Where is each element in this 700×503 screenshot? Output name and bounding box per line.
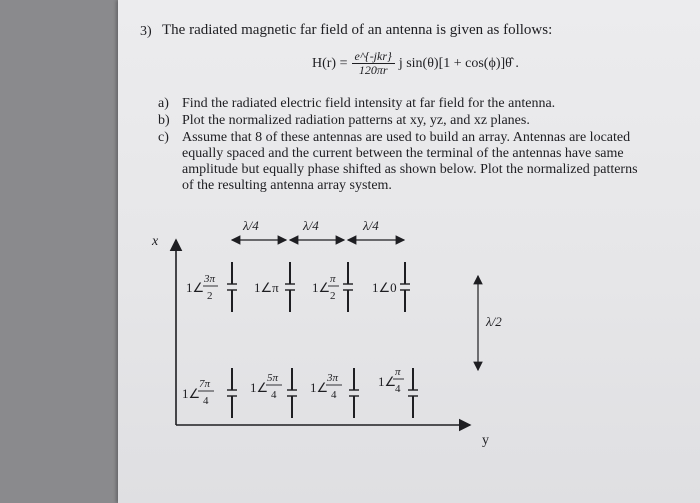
antenna-element [285,262,295,312]
part-c-label: c) [158,130,169,145]
svg-text:4: 4 [331,389,337,401]
part-c-line: of the resulting antenna array system. [182,178,392,193]
formula-rhs: j sin(θ)[1 + cos(ϕ)]θ̂ . [398,55,519,71]
antenna-element [408,368,418,418]
part-c-line: Assume that 8 of these antennas are used to build an array. Antennas are located [182,130,631,145]
antenna-element [400,262,410,312]
part-b-label: b) [158,113,170,128]
current-label [310,372,342,401]
antenna-element [343,262,353,312]
current-label [182,378,214,407]
current-label [186,273,218,302]
svg-text:7π: 7π [199,378,211,390]
svg-text:1∠π: 1∠π [254,280,279,295]
current-label [254,280,279,295]
current-label [378,366,404,395]
spacing-label: λ/4 [243,218,259,233]
y-axis-label: y [482,433,489,448]
antenna-element [287,368,297,418]
row-spacing-label: λ/2 [486,314,502,329]
svg-text:1∠0: 1∠0 [372,280,397,295]
svg-text:π: π [395,366,401,378]
current-label [372,280,397,295]
question-stem: The radiated magnetic far field of an antenna is given as follows: [162,22,553,38]
part-c-line: amplitude but equally phase shifted as shown below. Plot the normalized patterns [182,162,638,177]
part-a-text: Find the radiated electric field intensity at far field for the antenna. [182,96,556,111]
svg-text:3π: 3π [204,273,216,285]
current-label [250,372,282,401]
antenna-element [349,368,359,418]
svg-text:4: 4 [395,383,401,395]
question-number: 3) [140,24,152,39]
x-axis-label: x [152,234,159,249]
antenna-element [227,262,237,312]
svg-text:5π: 5π [267,372,279,384]
svg-text:1∠: 1∠ [312,280,331,295]
part-a-label: a) [158,96,169,111]
svg-text:4: 4 [271,389,277,401]
svg-text:2: 2 [330,290,336,302]
formula-denominator: 120πr [358,63,388,77]
svg-text:1∠: 1∠ [250,380,269,395]
svg-text:1∠: 1∠ [182,386,201,401]
part-c-line: equally spaced and the current between the terminal of the antennas have same [182,146,624,161]
antenna-element [227,368,237,418]
svg-text:4: 4 [203,395,209,407]
svg-text:3π: 3π [327,372,339,384]
part-b-text: Plot the normalized radiation patterns at xy, yz, and xz planes. [182,113,530,128]
svg-text:1∠: 1∠ [310,380,329,395]
svg-text:2: 2 [207,290,213,302]
spacing-label: λ/4 [363,218,379,233]
formula-lhs: H(r) = [312,55,348,71]
svg-text:1∠: 1∠ [378,374,397,389]
formula-numerator: e^{-jkr} [352,50,395,64]
spacing-label: λ/4 [303,218,319,233]
svg-text:1∠: 1∠ [186,280,205,295]
svg-text:π: π [330,273,336,285]
current-label [312,273,339,302]
